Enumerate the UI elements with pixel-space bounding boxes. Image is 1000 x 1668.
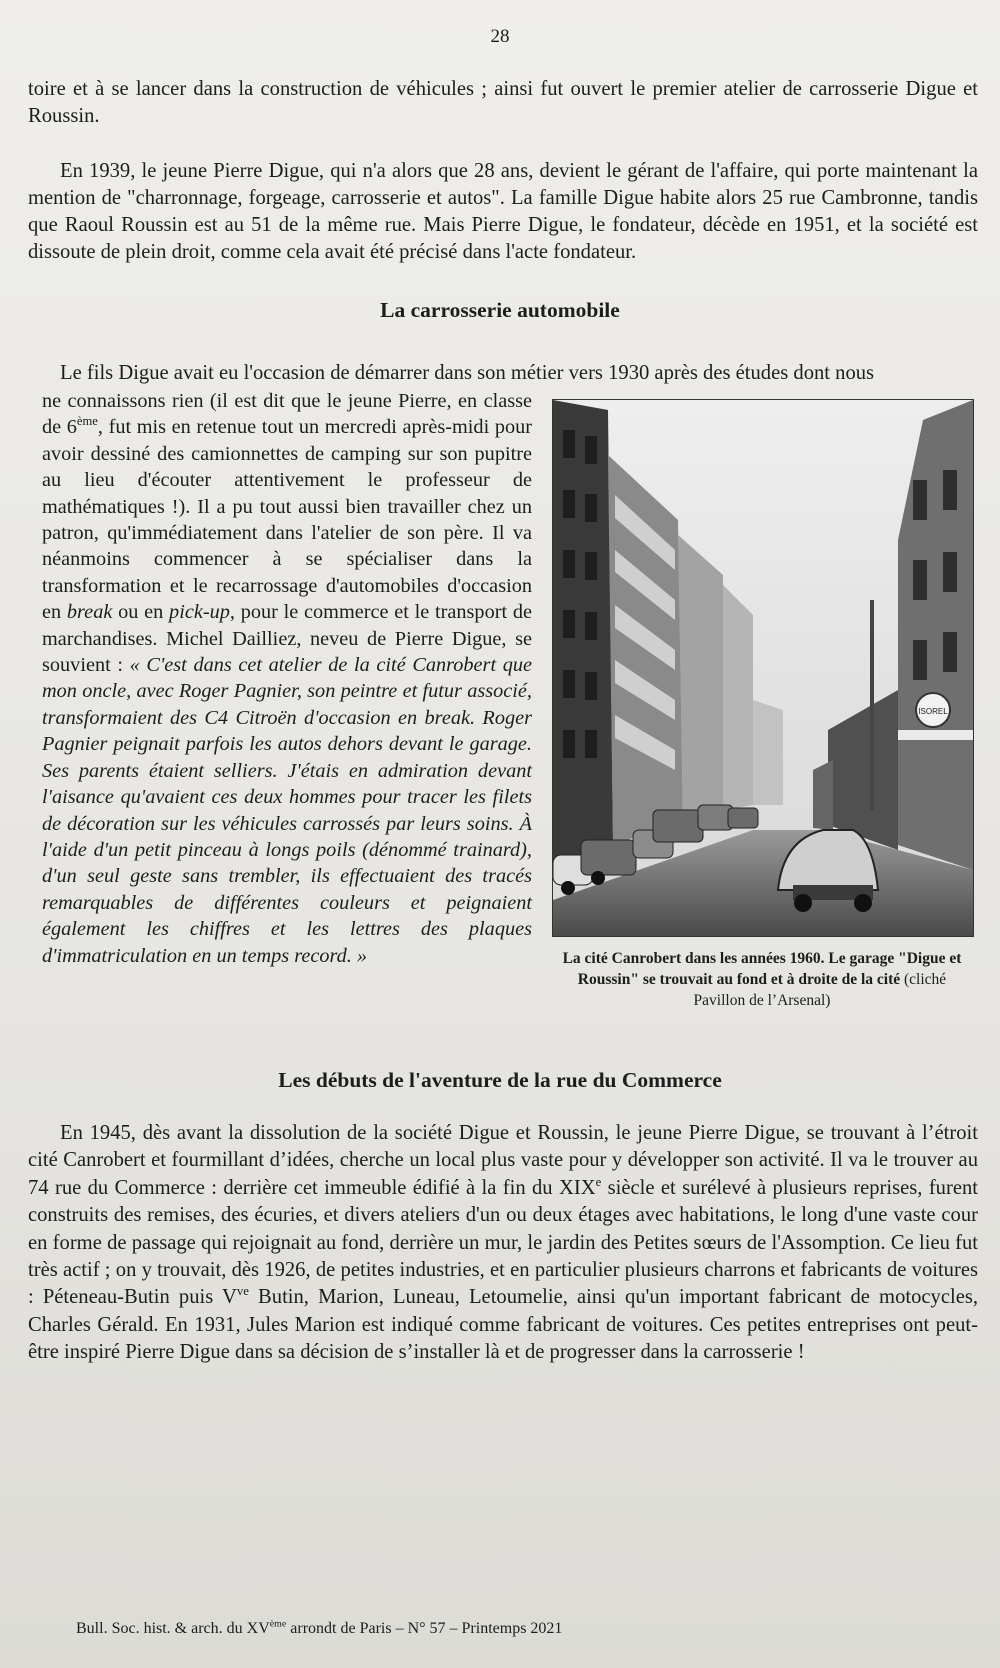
col-text-b: , fut mis en retenue tout un mercredi après-midi pour avoir dessiné des camionnettes de camping sur son pupitre au lieu d'écouter attentivement le professeur de mathématiques !). Il a pu tout aussi bien travailler chez un patron, qu'immédiatement dans l'atelier de son père. Il va néanmoins commencer à se spécialiser dans la transformation et le recarrossage d'automobiles d'occasion en (42, 416, 533, 624)
p1945-c: Butin, Marion, Luneau, Letoumelie, ainsi qu'un important fabricant de motocycles, Charles Gérald. En 1931, Jules Marion est indiqué comme fabricant de voitures. Ces petites entreprises ont peut-être inspiré Pierre Digue dans sa décision de s’installer là et de progresser dans la carrosserie ! (28, 1286, 978, 1364)
col-break: break (66, 601, 113, 624)
cite-canrobert-photo (552, 399, 974, 937)
photo-caption (552, 948, 972, 1011)
p1945-a: En 1945, dès avant la dissolution de la société Digue et Roussin, le jeune Pierre Digue, se trouvant à l’étroit cité Canrobert et fourmillant d’idées, cherche un local plus vaste pour y développer son activité. Il va le trouver au 74 rue du Commerce : derrière cet immeuble édifié à la fin du XIX (28, 1122, 978, 1199)
col-sup: ème (76, 414, 98, 429)
p1945-b: siècle et surélevé à plusieurs reprises, furent construits des remises, des écuries, et divers ateliers d'un ou deux étages avec habitations, le long d'une vaste cour en forme de passage qui rejoignait au fond, derrière un mur, le jardin des Petites sœurs de l'Assomption. Ce lieu fut très actif ; on y trouvait, dès 1926, de petites industries, et en particulier plusieurs charrons et fabricants de voitures : Péteneau-Butin puis V (28, 1176, 978, 1309)
col-text-a: ne connaissons rien (il est dit que le jeune Pierre, en classe de 6 (42, 390, 532, 439)
col-pickup: pick-up (169, 601, 230, 624)
caption-credit: (cliché Pavillon de l’Arsenal) (693, 971, 947, 1009)
heading-commerce: Les débuts de l'aventure de la rue du Commerce (278, 1068, 722, 1092)
dailliez-quote: « C'est dans cet atelier de la cité Canrobert que mon oncle, avec Roger Pagnier, son peintre et futur associé, transformaient des C4 Citroën d'occasion en break. Roger Pagnier peignait parfois les autos dehors devant le garage. Ses parents étaient selliers. J'étais en admiration devant l'aisance qu'avaient ces deux hommes pour tracer les filets de décoration sur les véhicules carrossés par leurs soins. À l'aide d'un petit pinceau à longs poils (dénommé trainard), d'un seul geste sans trembler, ils effectuaient des tracés remarquables de différentes couleurs et peignaient également les chiffres et les lettres des plaques d'immatriculation en un temps record. » (42, 654, 532, 967)
col-text-c: , pour le commerce et le transport de marchandises. Michel Dailliez, neveu de Pierre Digue, se souvient : (42, 601, 533, 677)
footer-b: arrondt de Paris – N° 57 – Printemps 2021 (286, 1620, 563, 1637)
p1945-sup-e: e (595, 1174, 602, 1189)
intro-paragraph: toire et à se lancer dans la construction de véhicules ; ainsi fut ouvert le premier atelier de carrosserie Digue et Roussin. (28, 78, 978, 127)
paragraph-1945 (28, 1120, 978, 1367)
carrosserie-column-text (42, 388, 532, 969)
caption-bold: La cité Canrobert dans les années 1960. Le garage "Digue et Roussin" se trouvait au fond et à droite de la cité (562, 950, 962, 988)
page-number: 28 (490, 26, 510, 47)
paragraph-1939: En 1939, le jeune Pierre Digue, qui n'a alors que 28 ans, devient le gérant de l'affaire, qui porte maintenant la mention de "charronnage, forgeage, carrosserie et autos". La famille Digue habite alors 25 rue Cambronne, tandis que Raoul Roussin est au 51 de la même rue. Mais Pierre Digue, le fondateur, décède en 1951, et la société est dissoute de plein droit, comme cela avait été précisé dans l'acte fondateur. (28, 160, 978, 263)
carrosserie-first-line: Le fils Digue avait eu l'occasion de démarrer dans son métier vers 1930 après des études dont nous (60, 362, 875, 384)
footer-a: Bull. Soc. hist. & arch. du XV (76, 1620, 270, 1637)
p1945-sup-ve: ve (236, 1284, 249, 1299)
isorel-sign-text: ISOREL (918, 707, 948, 716)
page-footer (76, 1620, 562, 1638)
col-ou: ou en (112, 601, 170, 624)
footer-sup: ème (269, 1618, 287, 1630)
heading-carrosserie: La carrosserie automobile (380, 298, 620, 322)
